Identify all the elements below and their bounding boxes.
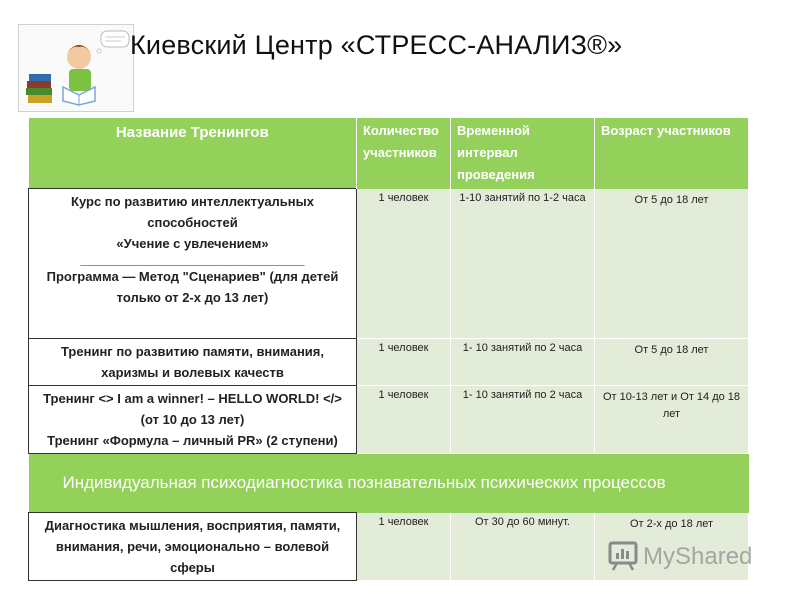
participants-count-cell: 1 человек xyxy=(357,386,451,454)
section-title: Индивидуальная психодиагностика познавательных психических процессов xyxy=(29,454,749,513)
participants-count-cell: 1 человек xyxy=(357,513,451,581)
header-participants-count: Количество участников xyxy=(357,118,451,189)
time-interval-cell: 1- 10 занятий по 2 часа xyxy=(451,339,595,386)
section-header-row xyxy=(29,454,749,513)
header-time-interval: Временной интервал проведения xyxy=(451,118,595,189)
training-name-cell xyxy=(29,513,357,581)
training-name-line: способностей xyxy=(147,215,238,230)
training-name-line: только от 2-х до 13 лет) xyxy=(116,290,269,305)
training-name-cell xyxy=(29,189,357,339)
table-header-row xyxy=(29,118,749,189)
time-interval-cell: 1-10 занятий по 1-2 часа xyxy=(451,189,595,339)
chart-board-icon xyxy=(610,543,636,570)
watermark-text: MyShared xyxy=(643,543,753,570)
participants-age-cell: От 2-х до 18 лет xyxy=(595,513,749,581)
participants-age-cell: От 5 до 18 лет xyxy=(595,339,749,386)
time-interval-cell: От 30 до 60 минут. xyxy=(451,513,595,581)
training-name-line: «Учение с увлечением» xyxy=(116,236,269,251)
page-title: Киевский Центр «СТРЕСС-АНАЛИЗ®» xyxy=(130,30,623,60)
training-name-line: Программа — Метод "Сценариев" (для детей xyxy=(46,269,339,284)
training-name-cell xyxy=(29,386,357,454)
training-name-line: внимания, речи, эмоционально – волевой xyxy=(55,539,330,554)
participants-age-cell: От 5 до 18 лет xyxy=(595,189,749,339)
myshared-watermark xyxy=(606,538,766,572)
time-interval-cell: 1- 10 занятий по 2 часа xyxy=(451,386,595,454)
logo-illustration xyxy=(18,24,134,112)
training-name-line: сферы xyxy=(170,560,215,575)
header-training-name: Название Тренингов xyxy=(29,118,357,189)
trainings-table xyxy=(28,118,749,581)
training-name-cell xyxy=(29,339,357,386)
participants-count-cell: 1 человек xyxy=(357,339,451,386)
header-participants-age: Возраст участников xyxy=(595,118,749,189)
training-name-line: _______________________________ xyxy=(80,252,305,267)
training-name-line: Тренинг по развитию памяти, внимания, xyxy=(60,344,324,359)
boy-with-books-icon xyxy=(19,25,133,111)
training-name-line: Тренинг «Формула – личный PR» (2 ступени) xyxy=(47,433,338,448)
table-row xyxy=(29,386,749,454)
table-row xyxy=(29,339,749,386)
participants-count-cell: 1 человек xyxy=(357,189,451,339)
participants-age-cell: От 10-13 лет и От 14 до 18 лет xyxy=(595,386,749,454)
training-name-line: Тренинг <> I am a winner! – HELLO WORLD! </> xyxy=(43,391,342,406)
training-name-line: харизмы и волевых качеств xyxy=(101,365,284,380)
training-name-line: (от 10 до 13 лет) xyxy=(140,412,245,427)
table-row xyxy=(29,189,749,339)
training-name-line: Диагностика мышления, восприятия, памяти, xyxy=(44,518,341,533)
training-name-line: Курс по развитию интеллектуальных xyxy=(71,194,314,209)
